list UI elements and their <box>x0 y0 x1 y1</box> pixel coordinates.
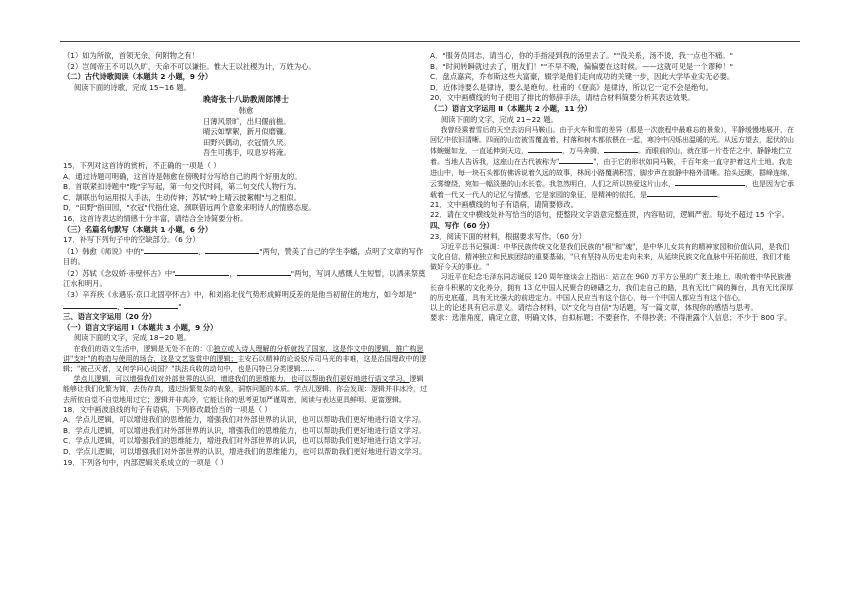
material-2: 习近平在纪念毛泽东同志诞辰 120 周年座谈会上指出：站立在 960 万平方公里的广袤土地上，吸吮着中华民族漫长奋斗积累的文化养分，拥有 13 亿中国人民聚合的磅礴之力，我们走自己的路，具有无比广阔的舞台，具有无比深厚的历史底蕴，具有无比强大的前进定力。中国人民应当有这个信心，每一个中国人都应当有这个信心。 <box>430 273 794 302</box>
poem-title: 晚寄张十八助教周郎博士 <box>203 95 289 105</box>
section-language-2-intro: 阅读下面的文字，完成 21~22 题。 <box>440 114 558 124</box>
poem-line: 日薄风景旷，出归偃前檐。 <box>203 116 291 126</box>
answer-blank <box>124 301 178 309</box>
q20: 20．文中画横线的句子使用了排比的修辞手法，请结合材料简要分析其表达效果。 <box>430 93 695 103</box>
answer-blank <box>175 268 229 276</box>
answer-blank <box>205 246 259 254</box>
q15-option-d: D．"田野"指田园，"衣冠"代指仕途，颈联借远两个意象来明诗人的情感态度。 <box>63 203 316 213</box>
q18-option-c: C．学点儿逻辑，可以增强我们的思维能力，增进我们对外部世界的认识，也可以帮助我们更好地进行语文学习。 <box>63 436 426 446</box>
q15-option-c: C．颔联出句运用拟人手法，生动传神；苏轼"岭上晴云披絮帽"与之相似。 <box>63 192 302 202</box>
answer-blank <box>647 189 717 197</box>
q18-option-b: B．学点儿逻辑，可以增进我们对外部世界的认识，增强我们的思维能力，也可以帮助我们更好地进行语文学习。 <box>63 425 426 435</box>
q19: 19．下列各句中，内部逻辑关系成立的一项是（ ） <box>63 457 228 467</box>
q17-item-2: （2）苏轼《念奴娇·赤壁怀古》中" ， "两句，写词人感慨人生短暂，以洒来祭奠江水和明月。 <box>63 268 426 289</box>
q17: 17．补写下列句子中的空缺部分。（6 分） <box>63 235 200 245</box>
q23: 23．阅读下面的材料，根据要求写作。（60 分） <box>430 231 586 241</box>
section-language-1-heading: （一）语言文字运用 Ⅰ（本题共 3 小题，9 分） <box>63 322 218 332</box>
poem-line: 晴云如擘絮，新月似磨镰。 <box>203 127 291 137</box>
q17-item-3: （3）辛弃疾《永遇乐·京口北固亭怀古》中，和刘裕北伐气势形成鲜明反差的是他当初留住的地方，如今却是"， " <box>63 290 417 311</box>
q15-option-a: A．通过诗题可明确，这首诗是韩愈在傍晚时分写给自己的两个好朋友的。 <box>63 171 302 181</box>
answer-blank <box>63 301 117 309</box>
q18-option-a: A．学点儿逻辑，可以增进我们的思维能力，增强我们对外部世界的认识，也可以帮助我们更好地进行语文学习。 <box>63 415 426 425</box>
q13-line-2: （2）岂闻帝王不可以久旷，天命不可以谦拒。惟大王以社稷为计，万姓为心。 <box>63 61 316 71</box>
section-language-2-heading: （二）语言文字运用 Ⅱ（本题共 2 小题，11 分） <box>430 103 592 113</box>
writing-prompt: 以上的论述具有启示意义。请结合材料，以"文化与自信"为话题，写一篇文章，体现你的感悟与思考。 <box>430 302 758 312</box>
poem-line: 吾生可携手，叹息岁将淹。 <box>203 148 291 158</box>
q15-option-b: B．首联紧扣诗题中"晚"字写起，第一句交代时间，第二句交代人物行为。 <box>63 182 301 192</box>
section-poetry-heading: （二）古代诗歌阅读（本题共 2 小题，9 分） <box>63 72 213 82</box>
poem-author: 韩愈 <box>238 105 254 115</box>
q13-line-1: （1）如为所欲，首领无余，何附物之有！ <box>63 51 199 60</box>
answer-blank <box>528 145 562 153</box>
answer-blank <box>144 246 198 254</box>
q22: 22．请在文中横线处补写恰当的语句，使整段文字语意完整连贯，内容贴切，逻辑严密。每处不超过 15 个字。 <box>430 210 789 220</box>
passage-2: 我曾经乘着雪后的天空去访问马鞍山。由于火车和雪的差异（那是一次旅程中最难忘的景象），平静缓慢地展开，在回忆中依旧清晰。四面的山峦被雪覆盖着，村落和树木都依偎在一起，寒冷中闪烁出温暖的光。从远方望去，起伏的山体蜿蜒如龙，一直延伸到天边， ，万马奔腾， 。而眼前的山，就在那一片苍茫之中，静静地伫立着。当地人告诉我，这座山在古代被称为" "，由于它的形状如同马鞍，千百年来一直守护着这片土地。我走进山中，每一块石头都仿佛诉说着久远的故事，林间小路覆满积雪，脚步声在寂静中格外清晰。抬头远眺，群峰连绵，云雾缭绕，宛如一幅淡墨的山水长卷。我忽然明白，人们之所以热爱这片山水， ，也是因为它承载着一代又一代人的记忆与情感，它是家园的象征，是精神的依托，是 。 <box>430 126 794 199</box>
left-column <box>63 51 429 468</box>
answer-blank <box>604 145 638 153</box>
q19-option-a: A．"服务员同志，请当心，你的手指浸到我的汤里去了。""没关系，汤不烫，我一点也不痛。" <box>430 51 733 60</box>
q21: 21．文中画横线的句子有语病，请简要修改。 <box>430 199 578 209</box>
material-1: 习近平总书记强调：中华民族传统文化是我们民族的"根"和"魂"，是中华儿女共有的精神家园和价值认同，是我们文化自信、精神独立和民族团结的重要基础，"只有坚持从历史走向未来，从延续民族文化血脉中开拓前进，我们才能做好今天的事业。" <box>430 243 791 272</box>
q16: 16．这首诗表达的情感十分丰富，请结合全诗简要分析。 <box>63 213 248 223</box>
section-dictation-heading: （三）名篇名句默写（本题共 1 小题，6 分） <box>63 224 213 234</box>
passage-paragraph-2: 学点儿逻辑，可以增强我们对外部世界的认识，增进我们的思维能力，也可以帮助我们更好地进行语文学习。逻辑能够让我们化繁为简，去伪存真，透过纷繁复杂的表象，洞察问题的本质。学点儿逻辑，你会发现：逻辑并非冰冷，过去所依自觉不自觉地用过它；逻辑并非高冷，它能让你的思考更加严谨周密，阅读与表达更具鲜明、更富逻辑。 <box>63 375 427 404</box>
q19-option-b: B．"时间转瞬就过去了，朋友们！""不早不晚，偏偏要在这时候。——这就可见是一个谬种！" <box>430 61 734 71</box>
q15: 15．下列对这首诗的赏析，不正确的一项是（ ） <box>63 160 221 170</box>
right-column <box>430 51 796 324</box>
answer-blank <box>675 178 745 186</box>
q19-option-c: C．盘点嘉宾，乔布斯这些大富豪，辍学是他们走向成功的关键一步，因此大学毕业实无必要。 <box>430 72 735 82</box>
section-language-1-intro: 阅读下面的文字，完成 18~20 题。 <box>73 333 191 343</box>
answer-blank <box>237 268 291 276</box>
section-writing-heading: 四、写作（60 分） <box>430 221 494 230</box>
header-rule <box>60 41 800 42</box>
answer-blank <box>559 156 593 164</box>
q18: 18．文中画波浪线的句子有语病，下列修改最恰当的一项是（ ） <box>63 404 272 414</box>
passage-paragraph-1: 在我们的语文生活中，逻辑是无处不在的：①独立或入诗人理解的分析就找了国家，这是作文中的逻辑，推广构思讲"支叶"的构造与使用的场合，这是文艺鉴赏中的逻辑；主安石以精神的论说驳斥司马光的非难，这是治国理政中的逻辑；"被己灭者，又何学问心说国？"执法兵收的动句中，也是闪特已分类逻辑…… <box>63 345 427 374</box>
q18-option-d: D．学点儿逻辑，可以增强我们对外部世界的认识，增进我们的思维能力，也可以帮助我们更好地进行语文学习。 <box>63 446 427 456</box>
poem-line: 田野兴偶动，衣冠情久厌。 <box>203 137 291 147</box>
q17-item-1: （1）韩愈《师说》中的" ， "两句，赞美了自己的学生李蟠，点明了文章的写作目的。 <box>63 246 424 267</box>
q19-option-d: D．近体诗要么是律诗，要么是绝句。杜甫的《登高》是律诗，所以它一定不会是绝句。 <box>430 82 713 92</box>
section-language-heading: 三、语言文字运用（20 分） <box>63 312 156 322</box>
writing-requirements: 要求：选准角度，确定立意，明确文体，自拟标题；不要套作，不得抄袭；不得泄露个人信息；不少于 800 字。 <box>430 313 792 323</box>
section-poetry-intro: 阅读下面的诗歌，完成 15~16 题。 <box>73 82 191 92</box>
